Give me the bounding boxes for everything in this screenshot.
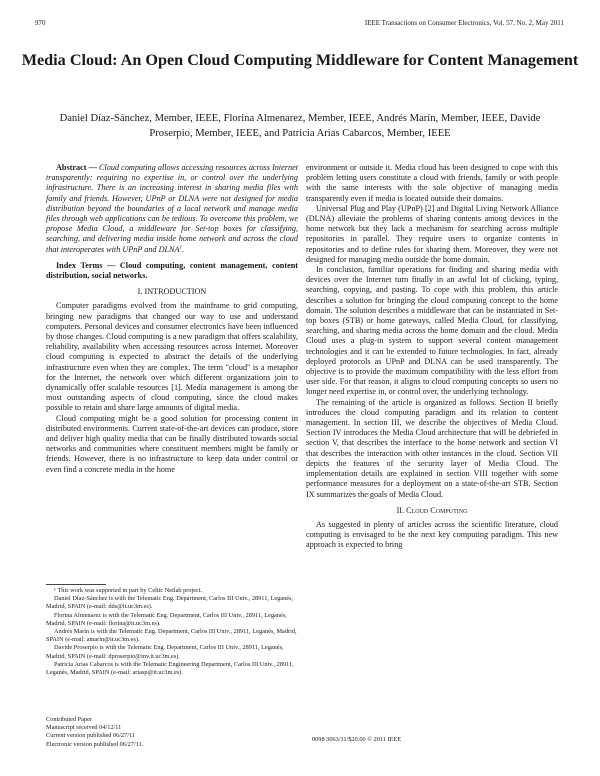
contributed-paper: Contributed Paper bbox=[46, 716, 92, 723]
right-paragraph-1: environment or outside it. Media cloud has been designed to cope with this problem letting users constitute a cloud with friends, family or with people with the same interests with the sole objective of managing media transparently even if media is located outside their domains. bbox=[306, 163, 558, 203]
abstract-text: Cloud computing allows accessing resources across Internet transparently: requiring no expertise in, or control over the underlying infrastructure. There is an increasing interest in sharing media files with family and friends. However, UPnP or DLNA were not designed for media distribution beyond the boundaries of a local network and manage media files through web applications can be tedious. To overcome this problem, we propose Media Cloud, a middleware for Set-top boxes for classifying, searching, and delivering media inside home network and across the cloud that interoperates with UPnP and DLNA bbox=[46, 163, 299, 254]
intro-paragraph-2: Cloud computing might be a good solution for processing content in distributed environments. Current state-of-the-art devices can produce, store and deliver high quality media that can be finally distributed towards social networks and communities where constituent members might be family or friends. However, there is no infrastructure to keep data under control or even find a concrete media in the home bbox=[46, 413, 298, 474]
footnote-6: Patricia Arias Cabarcos is with the Telematic Engineering Department, Carlos III Univ., 28911, Leganés, Madrid, SPAIN (e-mail: ariasp@it.uc3m.es). bbox=[46, 660, 294, 677]
section-2-paragraph: As suggested in plenty of articles across the scientific literature, cloud computing is envisaged to be the next key computing paradigm. This new approach is expected to bring bbox=[306, 519, 558, 550]
footnote-1: ¹ This work was supported in part by Celtic Netlab project. bbox=[54, 587, 203, 594]
footnotes bbox=[46, 584, 300, 677]
manuscript-received: Manuscript received 04/12/11 bbox=[46, 724, 122, 732]
electronic-version: Electronic version published 06/27/11. bbox=[46, 740, 144, 748]
left-column bbox=[46, 163, 298, 475]
right-column bbox=[306, 163, 558, 551]
abstract-footnote-mark: 1 bbox=[179, 244, 183, 250]
author-list: Daniel Díaz-Sánchez, Member, IEEE, Florina Almenarez, Member, IEEE, Andrés Marín, Member, IEEE, Davide Proserpio, Member, IEEE, and Patricia Arias Cabarcos, Member, IEEE bbox=[59, 113, 541, 139]
paper-title: Media Cloud: An Open Cloud Computing Middleware for Content Management bbox=[21, 51, 579, 69]
right-paragraph-4: The remaining of the article is organized as follows. Section II briefly introduces the cloud computing paradigm and its relation to content management. In section III, we describe the objectives of Media Cloud. Section IV introduces the Media Cloud architecture that will be debriefed in section V, that describes the interface to the home network and section VI that describes the interaction with other instances in the cloud. Section VII depicts the features of the security layer of Media Cloud. The implementation details are explained in section VIII together with some performance measures for a deployment on a state-of-the-art STB. Section IX summarizes the goals of Media Cloud. bbox=[306, 397, 558, 499]
footnote-5: Davide Proserpio is with the Telematic Eng. Department, Carlos III Univ., 28911, Leganés, Madrid, SPAIN (e-mail: dproserpio@inv.it.uc3m.es). bbox=[46, 644, 284, 660]
right-paragraph-2: Universal Plug and Play (UPnP) [2] and Digital Living Network Alliance (DLNA) alleviate the problems of sharing contents among devices in the home network but they lack a mechanism for searching across multiple repositories in parallel. They require users to organize contents in repositories and to define rules for sharing them. Moreover, they were not designed for managing media outside the home domain. bbox=[306, 203, 558, 264]
footnote-4: Andrés Marín is with the Telematic Eng. Department, Carlos III Univ., 28911, Leganés, Madrid, SPAIN (e-mail: amarin@it.uc3m.es). bbox=[46, 628, 297, 644]
abstract-label: Abstract — bbox=[56, 163, 97, 172]
journal-header: IEEE Transactions on Consumer Electronics, Vol. 57, No. 2, May 2011 bbox=[364, 19, 564, 27]
contribution-info bbox=[46, 716, 143, 749]
footnote-3: Florina Almenarez is with the Telematic Eng. Department, Carlos III Univ., 28911, Leganés, Madrid, SPAIN (e-mail: florina@it.uc3m.es). bbox=[46, 611, 287, 627]
page-number: 970 bbox=[35, 19, 46, 27]
index-terms: Index Terms — Cloud computing, content management, content distribution, social networks. bbox=[46, 260, 298, 281]
section-2-text: Cloud Computing bbox=[406, 505, 468, 515]
footnote-rule bbox=[46, 584, 106, 585]
footnote-2: Daniel Díaz-Sánchez is with the Telematic Eng. Department, Carlos III Univ., 28911, Leganés, Madrid, SPAIN (e-mail: dds@it.uc3m.es). bbox=[46, 595, 294, 611]
section-2-title bbox=[306, 506, 558, 516]
current-version: Current version published 06/27/11 bbox=[46, 732, 136, 740]
section-2-number: II. bbox=[396, 505, 405, 515]
intro-paragraph-1: Computer paradigms evolved from the mainframe to grid computing, bringing new paradigms that changed our way to use and understand computers. Personal devices and consumer electronics have been influenced by those changes. Cloud computing is a new paradigm that offers scalability, reliability, availability when accessing resources across Internet. Moreover cloud computing is expected to abstract the details of the underlying infrastructure even when they are complex. The term "cloud" is a metaphor for the Internet, the network over which different organizations join to dynamically offer scalable resources [1]. Media management is among the most outstanding aspects of cloud computing, since the cloud makes possible to retain and share large amounts of digital media. bbox=[46, 301, 298, 413]
abstract bbox=[46, 163, 298, 255]
section-1-title: I. INTRODUCTION bbox=[137, 287, 207, 297]
right-paragraph-3: In conclusion, familiar operations for finding and sharing media with devices over the Internet turn finally in an awful lot of clicking, typing, searching, copying, and pasting. To cope with this problem, this article describes a solution for bringing the cloud computing concept to the home domain. The solution describes a middleware that can be instantiated in Set-top boxes (STB) or home gateways, called Media Cloud, for classifying, searching, and sharing media across the home domain and the cloud. Media Cloud uses a plug-in system to support several content management technologies and it can be extended to future technologies. In fact, already deployed protocols as UPnP and DLNA can be used transparently. The objective is to provide the maximum compatibility with the less effort from user side. For that reason, it aligns to cloud computing concepts so users no longer need expertise in, or control over, the underlying technology. bbox=[306, 265, 558, 397]
abstract-end: . bbox=[182, 244, 185, 254]
copyright-notice: 0098 3063/11/$20.00 © 2011 IEEE bbox=[312, 736, 402, 743]
